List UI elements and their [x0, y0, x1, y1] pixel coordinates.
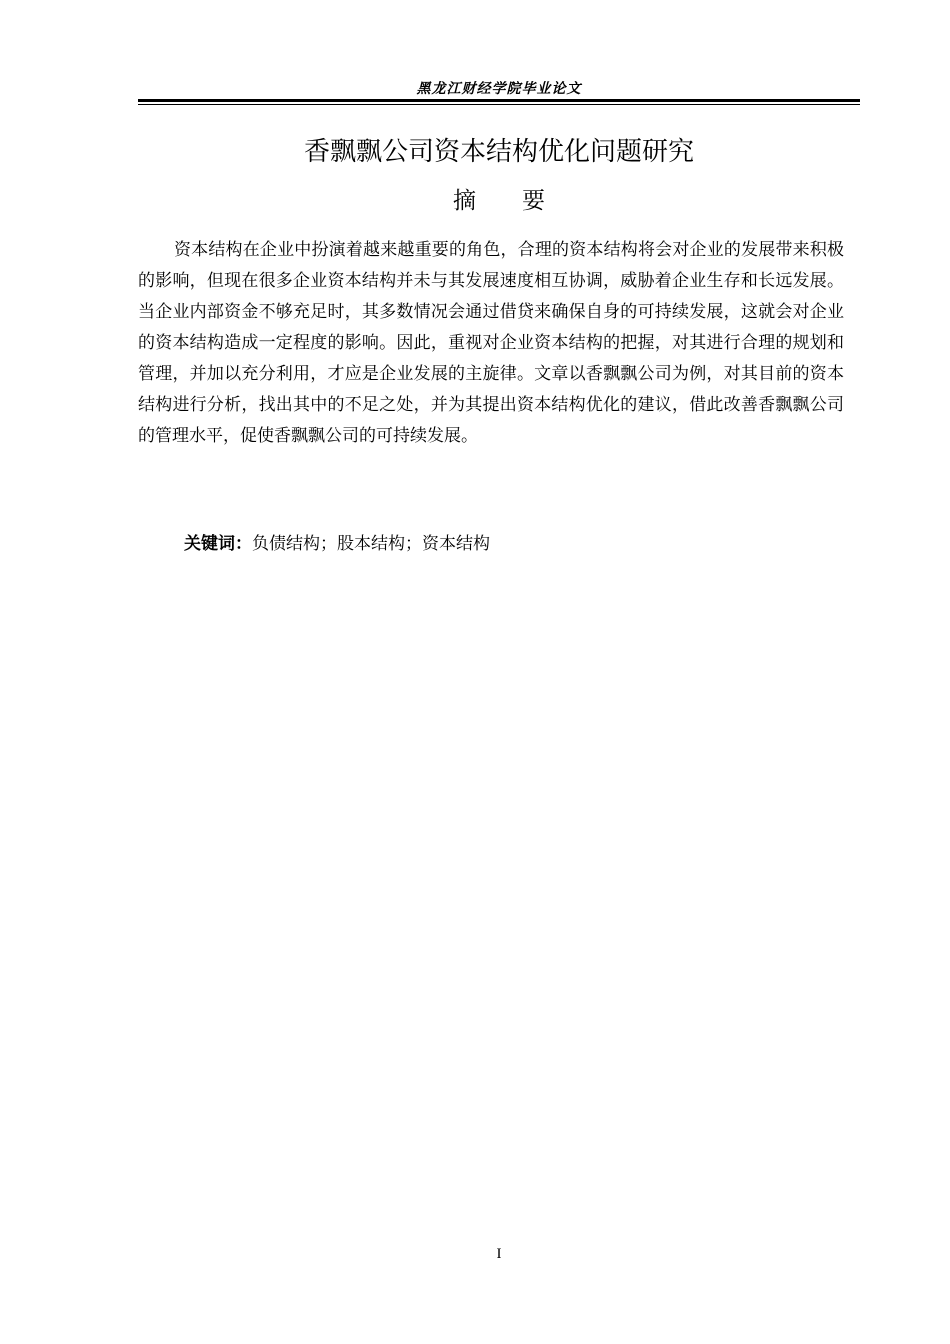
- header-rule-thick: [138, 99, 860, 102]
- abstract-body: 资本结构在企业中扮演着越来越重要的角色，合理的资本结构将会对企业的发展带来积极的影响，但现在很多企业资本结构并未与其发展速度相互协调，威胁着企业生存和长远发展。当企业内部资金不够充足时，其多数情况会通过借贷来确保自身的可持续发展，这就会对企业的资本结构造成一定程度的影响。因此，重视对企业资本结构的把握，对其进行合理的规划和管理，并加以充分利用，才应是企业发展的主旋律。文章以香飘飘公司为例，对其目前的资本结构进行分析，找出其中的不足之处，并为其提出资本结构优化的建议，借此改善香飘飘公司的管理水平，促使香飘飘公司的可持续发展。: [138, 240, 844, 446]
- page-number: I: [496, 1246, 502, 1262]
- running-header: 黑龙江财经学院毕业论文: [416, 81, 582, 97]
- paper-title: 香飘飘公司资本结构优化问题研究: [303, 137, 694, 167]
- keywords-line: [184, 530, 860, 558]
- abstract-heading: 摘要: [453, 188, 591, 214]
- keywords-items: 负债结构；股本结构；资本结构: [252, 534, 490, 554]
- header-rule-thin: [138, 104, 860, 105]
- keywords-label: 关键词：: [184, 534, 252, 554]
